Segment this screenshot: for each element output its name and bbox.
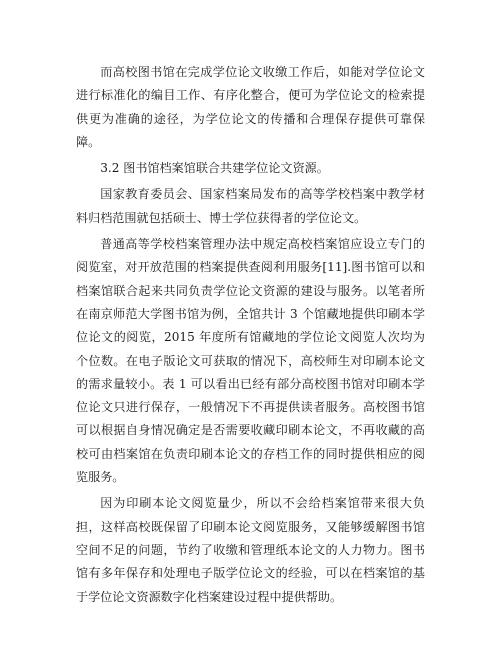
document-body — [76, 61, 425, 609]
paragraph-reading-room: 普通高等学校档案管理办法中规定高校档案馆应设立专门的阅览室，对开放范围的档案提供查阅利用服务[11].图书馆可以和档案馆联合起来共同负责学位论文资源的建设与服务。以笔者所在南京师范大学图书馆为例，全馆共计 3 个馆藏地提供印刷本学位论文的阅览，2015 年度所有馆藏地的学位论文阅览人次均为个位数。在电子版论文可获取的情况下，高校师生对印刷本论文的需求量较小。表 1 可以看出已经有部分高校图书馆对印刷本学位论文只进行保存，一般情况下不再提供读者服务。高校图书馆可以根据自身情况确定是否需要收藏印刷本论文，不再收藏的高校可由档案馆在负责印刷本论文的存档工作的同时提供相应的阅览服务。 — [76, 237, 425, 485]
section-heading: 3.2 图书馆档案馆联合共建学位论文资源。 — [100, 161, 329, 176]
paragraph-catalog: 而高校图书馆在完成学位论文收缴工作后，如能对学位论文进行标准化的编目工作、有序化整合，便可为学位论文的检索提供更为准确的途径，为学位论文的传播和合理保存提供可靠保障。 — [76, 65, 425, 149]
paragraph-archive-scope: 国家教育委员会、国家档案局发布的高等学校档案中教学材料归档范围就包括硕士、博士学位获得者的学位论文。 — [76, 187, 425, 225]
paragraph-benefits: 因为印刷本论文阅览量少，所以不会给档案馆带来很大负担，这样高校既保留了印刷本论文阅览服务，又能够缓解图书馆空间不足的问题，节约了收缴和管理纸本论文的人力物力。图书馆有多年保存和处理电子版学位论文的经验，可以在档案馆的基于学位论文资源数字化档案建设过程中提供帮助。 — [76, 496, 425, 604]
